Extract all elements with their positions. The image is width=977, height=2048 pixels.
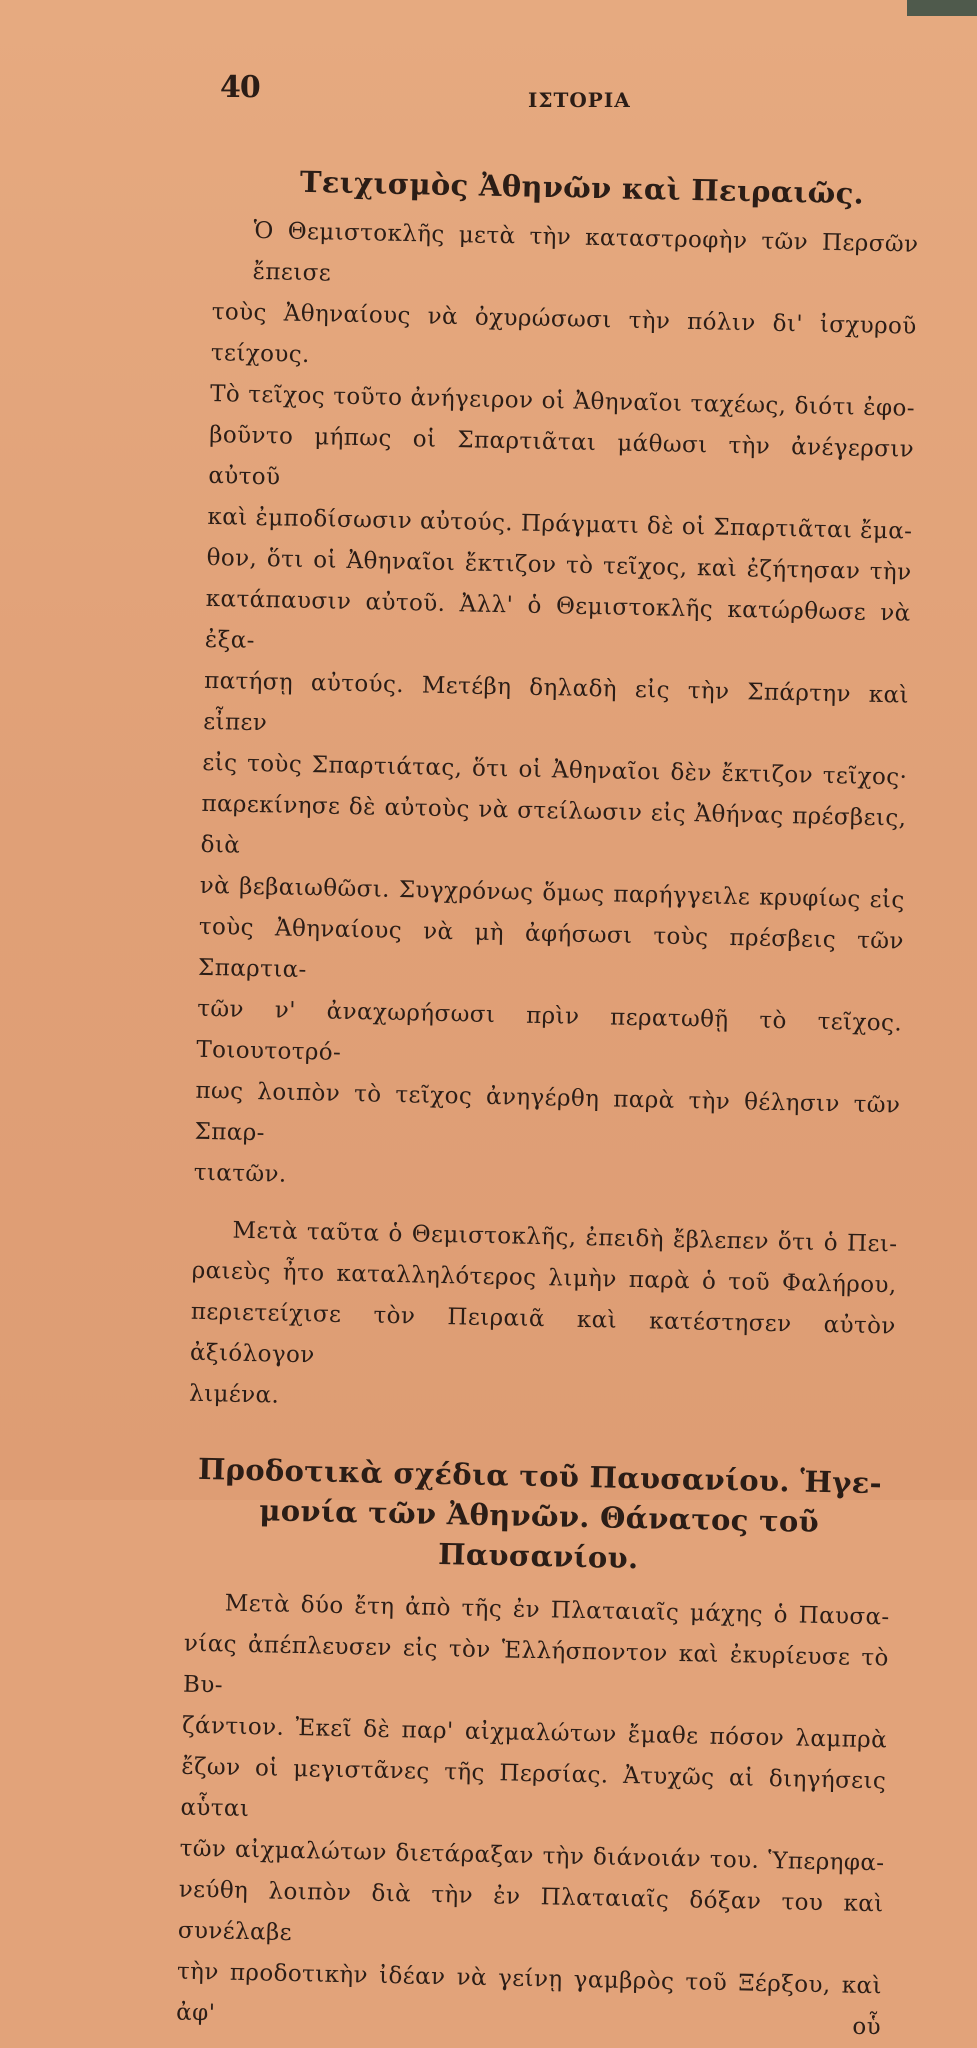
- heading-line: Παυσανίου.: [437, 1536, 639, 1576]
- text-line: Τὸ τεῖχος τοῦτο ἀνήγειρον οἱ Ἀθηναῖοι ταχέως, διότι ἐφο-: [209, 380, 916, 422]
- text-line: τιατῶν.: [193, 1159, 287, 1188]
- paragraph-piraeus: [189, 1210, 898, 1430]
- text-line: κατάπαυσιν αὐτοῦ. Ἀλλ' ὁ Θεμιστοκλῆς κατώρθωσε νὰ ἐξα-: [204, 585, 911, 654]
- text-line: Μετὰ δύο ἔτη ἀπὸ τῆς ἐν Πλαταιαῖς μάχης ὁ Παυσα-: [224, 1590, 890, 1631]
- paragraph-themistocles-walls: [193, 210, 918, 1209]
- text-line: τῶν αἰχμαλώτων διετάραξαν τὴν διάνοιάν του. Ὑπερηφα-: [179, 1835, 885, 1877]
- text-line: βοῦντο μήπως οἱ Σπαρτιᾶται μάθωσι τὴν ἀνέγερσιν αὐτοῦ: [208, 421, 915, 491]
- text-line: ἔζων οἱ μεγιστᾶνες τῆς Περσίας. Ἀτυχῶς αἱ διηγήσεις αὗται: [180, 1753, 887, 1823]
- text-line: νίας ἀπέπλευσεν εἰς τὸν Ἑλλήσποντον καὶ ἐκυρίευσε τὸ Βυ-: [182, 1630, 890, 1699]
- page-header: [0, 70, 977, 110]
- page-corner-shadow: [907, 0, 977, 16]
- text-line: πατήσῃ αὐτούς. Μετέβη δηλαδὴ εἰς τὴν Σπάρτην καὶ εἶπεν: [202, 667, 910, 737]
- text-line: πως λοιπὸν τὸ τεῖχος ἀνηγέρθη παρὰ τὴν θέλησιν τῶν Σπαρ-: [194, 1077, 901, 1147]
- text-line: καὶ ἐμποδίσωσιν αὐτούς. Πράγματι δὲ οἱ Σπαρτιᾶται ἔμα-: [207, 503, 913, 545]
- text-line: τῶν ν' ἀναχωρήσωσι πρὶν περατωθῇ τὸ τεῖχος. Τοιουτοτρό-: [196, 995, 903, 1066]
- text-line: περιετείχισε τὸν Πειραιᾶ καὶ κατέστησεν αὐτὸν ἀξιόλογον: [189, 1298, 896, 1369]
- text-line: τοὺς Ἀθηναίους νὰ ὀχυρώσωσι τὴν πόλιν δι' ἰσχυροῦ τείχους.: [210, 298, 917, 369]
- page-number: 40: [220, 70, 260, 105]
- heading-line: μονία τῶν Ἀθηνῶν. Θάνατος τοῦ: [258, 1493, 820, 1539]
- text-line: λιμένα.: [188, 1380, 280, 1409]
- text-line: νεύθη λοιπὸν διὰ τὴν ἐν Πλαταιαῖς δόξαν του καὶ συνέλαβε: [177, 1876, 884, 1946]
- page-body: [176, 160, 920, 2048]
- text-line: Μετὰ ταῦτα ὁ Θεμιστοκλῆς, ἐπειδὴ ἔβλεπεν ὅτι ὁ Πει-: [232, 1217, 898, 1258]
- paragraph-pausanias: [176, 1583, 890, 2048]
- text-line: ραιεὺς ἦτο καταλληλότερος λιμὴν παρὰ ὁ τοῦ Φαλήρου,: [191, 1257, 897, 1299]
- text-line: θον, ὅτι οἱ Ἀθηναῖοι ἔκτιζον τὸ τεῖχος, καὶ ἐζήτησαν τὴν: [206, 544, 912, 586]
- text-line: Ὁ Θεμιστοκλῆς μετὰ τὴν καταστροφὴν τῶν Περσῶν ἔπεισε: [252, 217, 919, 287]
- section-heading-pausanias: [185, 1449, 892, 1584]
- text-line: παρεκίνησε δὲ αὐτοὺς νὰ στείλωσιν εἰς Ἀθήνας πρέσβεις, διὰ: [200, 790, 907, 859]
- text-line: τοὺς Ἀθηναίους νὰ μὴ ἀφήσωσι τοὺς πρέσβεις τῶν Σπαρτια-: [197, 913, 905, 984]
- section-heading-fortification: Τειχισμὸς Ἀθηνῶν καὶ Πειραιῶς.: [299, 164, 865, 211]
- running-head: ΙΣΤΟΡΙΑ: [528, 88, 631, 112]
- text-line: τὴν προδοτικὴν ἰδέαν νὰ γείνῃ γαμβρὸς τοῦ Ξέρξου, καὶ ἀφ' οὗ: [175, 1958, 883, 2041]
- text-line: ζάντιον. Ἐκεῖ δὲ παρ' αἰχμαλώτων ἔμαθε πόσον λαμπρὰ: [181, 1712, 888, 1754]
- text-line: νὰ βεβαιωθῶσι. Συγχρόνως ὅμως παρήγγειλε κρυφίως εἰς: [199, 872, 905, 914]
- text-line: εἰς τοὺς Σπαρτιάτας, ὅτι οἱ Ἀθηναῖοι δὲν ἔκτιζον τεῖχος·: [202, 749, 908, 791]
- heading-line: Προδοτικὰ σχέδια τοῦ Παυσανίου. Ἡγε-: [197, 1451, 883, 1501]
